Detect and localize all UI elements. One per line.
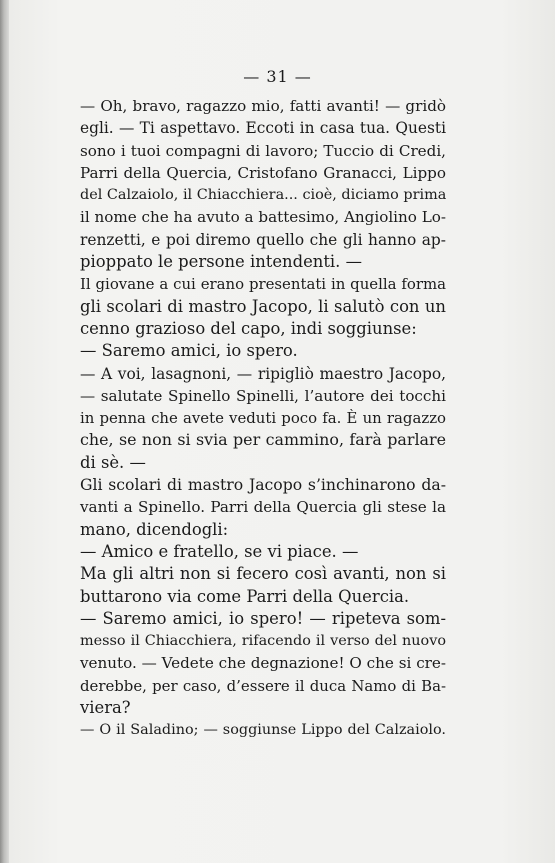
text-line: derebbe, per caso, d’essere il duca Namo di Ba-: [80, 676, 446, 695]
text-line: sono i tuoi compagni di lavoro; Tuccio di Credi,: [80, 141, 446, 160]
text-line: — A voi, lasagnoni, — ripigliò maestro Jacopo,: [80, 364, 446, 383]
text-block: [80, 95, 446, 742]
text-line: — Oh, bravo, ragazzo mio, fatti avanti! — gridò: [80, 97, 446, 115]
text-line: pioppato le persone intendenti. —: [80, 252, 362, 272]
page-spine-edge: [0, 0, 9, 863]
text-line: che, se non si svia per cammino, farà parlare: [80, 430, 446, 450]
text-line: in penna che avete veduti poco fa. È un ragazzo: [80, 409, 446, 428]
text-line: egli. — Ti aspettavo. Eccoti in casa tua. Questi: [80, 119, 446, 138]
text-line: venuto. — Vedete che degnazione! O che si cre-: [80, 654, 446, 673]
text-line: buttarono via come Parri della Quercia.: [80, 586, 410, 606]
text-line: del Calzaiolo, il Chiacchiera... cioè, diciamo prima: [80, 187, 447, 204]
text-line: Gli scolari di mastro Jacopo s’inchinarono da-: [80, 475, 446, 495]
text-line: il nome che ha avuto a battesimo, Angiolino Lo-: [80, 208, 446, 227]
text-line: — Saremo amici, io spero! — ripeteva som-: [80, 608, 446, 628]
text-line: — Saremo amici, io spero.: [80, 341, 298, 361]
text-line: — Amico e fratello, se vi piace. —: [80, 541, 359, 561]
text-line: Parri della Quercia, Cristofano Granacci, Lippo: [80, 163, 446, 182]
text-line: viera?: [80, 698, 131, 718]
text-line: cenno grazioso del capo, indi soggiunse:: [80, 318, 417, 338]
text-line: gli scolari di mastro Jacopo, li salutò con un: [80, 296, 446, 316]
text-line: Ma gli altri non si fecero così avanti, non si: [80, 564, 446, 584]
text-line: renzetti, e poi diremo quello che gli hanno ap-: [80, 230, 446, 249]
text-line: di sè. —: [80, 452, 146, 472]
page-number: — 31 —: [243, 67, 312, 86]
text-line: vanti a Spinello. Parri della Quercia gli stese la: [80, 498, 446, 517]
text-line: — O il Saladino; — soggiunse Lippo del Calzaiolo.: [80, 722, 446, 739]
text-line: — salutate Spinello Spinelli, l’autore dei tocchi: [80, 386, 446, 405]
text-line: messo il Chiacchiera, rifacendo il verso del nuovo: [80, 633, 446, 650]
text-line: Il giovane a cui erano presentati in quella forma: [80, 275, 446, 294]
text-line: mano, dicendogli:: [80, 519, 229, 539]
